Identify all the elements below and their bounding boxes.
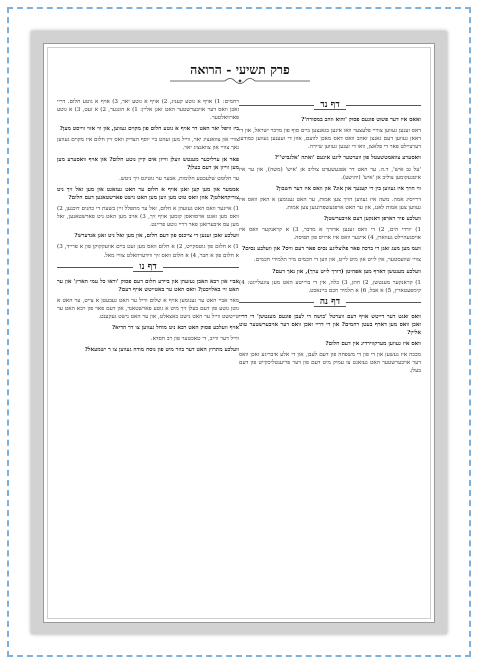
daf-heading [57, 263, 239, 272]
answer-text: 1) קראנקער מענטשן, 2) חתן, 3) כלה, אין די ברייטע האט מען צוגעלייגט: 4) קימפעטארין, 5) א אבל, 6) א תלמיד חכם ביינאכט. [239, 279, 421, 294]
text-column-right [239, 98, 421, 379]
page-title: פרק תשיעי - הרואה [190, 62, 290, 77]
ornament-icon [170, 76, 310, 86]
daf-label: דף נה [314, 298, 346, 307]
answer-text: צוויי שוועסטער, אין לייט און מיט לייט, און ווען די חכמים מיר תלמידי חכמים. [253, 257, 421, 264]
answer-text: ווייל דער ווייב, די טאכטער פון רב חסדא. [150, 336, 239, 343]
question-text: וועלכע פיר דארפן דאנקען דעם אויבערשטן? [323, 216, 421, 223]
daf-heading [239, 298, 421, 307]
question-text: וואסערע צוואמטשעטל פון ווערטער ליגט אינעם 'ואתה 'אלגביש''? [274, 155, 421, 162]
question-text: פאר אן ערליכער מענטש וועלן ווייזן אים קיין גוטע חלום? און אויף וואסערע מען מען ווייזן אן דעם בעלן? [57, 156, 239, 171]
question-text: אביי און רבא האבן געזעהן און ביידע חלום דעם פסוק 'וראו כל עמי הארץ' און ער האט זיי באלויכטן? וואס האט ער באטייטש אויף דעם? [57, 278, 239, 293]
answer-text: דרייסיג אמה. משה איז געווען הויך צען אמות, ער האט גענומען א האק וואס איז געווען צען אמות לאנג, און ער האט אויפגעשפרונגען צען אמות. [239, 196, 421, 211]
heading-rule [239, 105, 314, 106]
question-text: וועלכע מענטשן דארף מען אפהיטן (דורך לייט ערך), און נאך דעם? [272, 268, 421, 275]
question-text: אויף וועלכע פסוק האט רבא ניט מוחל געווען צו דר הדיא? [111, 325, 239, 332]
daf-label: דף נו [133, 263, 162, 272]
question-text: ואאס איז דער פשוט פונעם פסוק 'והוא וזהב במסורה'? [301, 117, 421, 124]
question-text: אממער און מען קען זאגן אויף א חלום ער האט געזאגט און מען זאל זיך ניט צוריקהאלטן? אוזן וואס טוט מען ווען מען האט נישט פארשטאנען דעם חלום? [57, 186, 239, 201]
answer-text: מאר אביי האט ער גענומען אויף א שלום ווייל ער האט געבעטן א צייט, ער האט א גוטן גוטע פון דעם בעלן זיך מיט א גוטע פארשטאנד, און דעם פאר פון רבא האט ער טייטשט ווייל ער האט נישט באצאלט, און ער האט נישט געקענט. [57, 297, 239, 321]
answer-text: מבכה איז געשען און די פון די משפחה פון דעם לעבן, און די אלע איבריגע זאכן וואס דער אויבערשטער האט געזאגט צו עמיק מיט דעם פון דער פריענטליכקייט פון דעם בעלן. [239, 352, 421, 375]
question-text: ווי הויך איז געווען בין די קענעך און אוג? און וואס איז דער חשבון? [275, 185, 421, 192]
question-text: ביז וויפל יאר האט דר אויף א גוטע חלום פון מקוים געווען, און ווי אזוי ווייסט מען? [59, 126, 239, 133]
question-text: וואס איז געווען מערקווירדיג אין דעם חלום? [325, 341, 421, 348]
answer-text: 1) יורדי הים, 2) די וואס זענען אדורך א מדבר, 3) א קראנקער וואס איז אויסגעהיילט געווארן, 4) איינער וואס איז ארויס פון תפיסה. [239, 227, 421, 242]
answer-text: צוויי און צוואנציג יאר, ווייל מען זעהט ביי יוסף הצדיק וואס זיין חלום איז מקוים געווען נאך צוויי און צוואנציג יאר. [57, 137, 239, 152]
answer-text: 1) איינער וואס האט געזעהן א חלום, זאל ער מתפלל זיין בשעת די כהנים דוכנען, 2) וואס מען זאגט אויסוואסן קומען אויף זיך, 3) אויב מען האט ניט פארשטאנען, זאל מען עס איבערזאגן פאר דריי גוטע פריינט. [57, 206, 239, 229]
answer-text: דאס זענען געווען צווייי פלעצער וואו אינען בגאנצען ביים סוף פון מדבר ישראל, און די דאאן געווען דעם גאנצן זאהב וואס דאס מאכן לוועם, אוזן די זעענען געווען כמודען דערציילט פאר די פלאצן, וואו די זענען געווען שיירה. [239, 128, 421, 151]
question-text: וואס זאגט דער דייטש אויף דעם ווערטל 'בושה די לעבן פונעם מענטשן' די דריי זאכן וואס מען דארף בעטן רחמים? און די דריי זאכן וואס דער אויבערשטער טוט אליין? [239, 313, 421, 337]
question-text: וועלכע מתרוץ האט דער בוזר מיט פון נוסח מודה געווען צו ר ישמעאל? [84, 347, 239, 354]
heading-rule [57, 267, 133, 268]
daf-heading [239, 101, 421, 110]
answer-text: רחמים: 1) אויף א גוטע קעניג, 2) אויף א גוטע יאר, 3) אויף א גוטע חלום. דריי זאכן וואס דער אויבערשטער האט זאגן אליין: 1) א הונגער, 2) א זעט, 3) א גוטע פארוואלטער. [57, 99, 239, 122]
daf-label: דף נד [314, 101, 345, 110]
question-text: וועמ מען מעג זאגן די ברכה פאר פלוצליגע נסים פאר דעם וויס? און וועלכע נסים? [241, 246, 421, 253]
heading-rule [239, 302, 314, 303]
text-column-left [57, 98, 239, 357]
answer-text: ער חלומט שלעכטע חלומות, אבער ער גוטיגט זיך ניטש. [119, 175, 239, 182]
answer-text: 1) א חלום פון גוטסקייט, 2) א חלום וואס מען זעט ביים אוועקקוקן פון א פרייד, 3) א חלום פון א חבר, 4) א חלום וואס זיך ווידערהאלט צוויי מאל. [57, 244, 239, 259]
question-text: וועלכע זאכן זענען די צייכנס פון דעם חלום, און מען זאל ניט זאגן אנדערש? [74, 233, 239, 240]
heading-rule [346, 105, 421, 106]
answer-text: 'על גב איש', ד.ה. ער האט דר אפגעשעדט צוליב אן 'איש' (משה), און ער איז איטגעקומען צוליב אן 'איש' (יהושע). [239, 166, 421, 181]
heading-rule [163, 267, 239, 268]
heading-rule [346, 302, 421, 303]
